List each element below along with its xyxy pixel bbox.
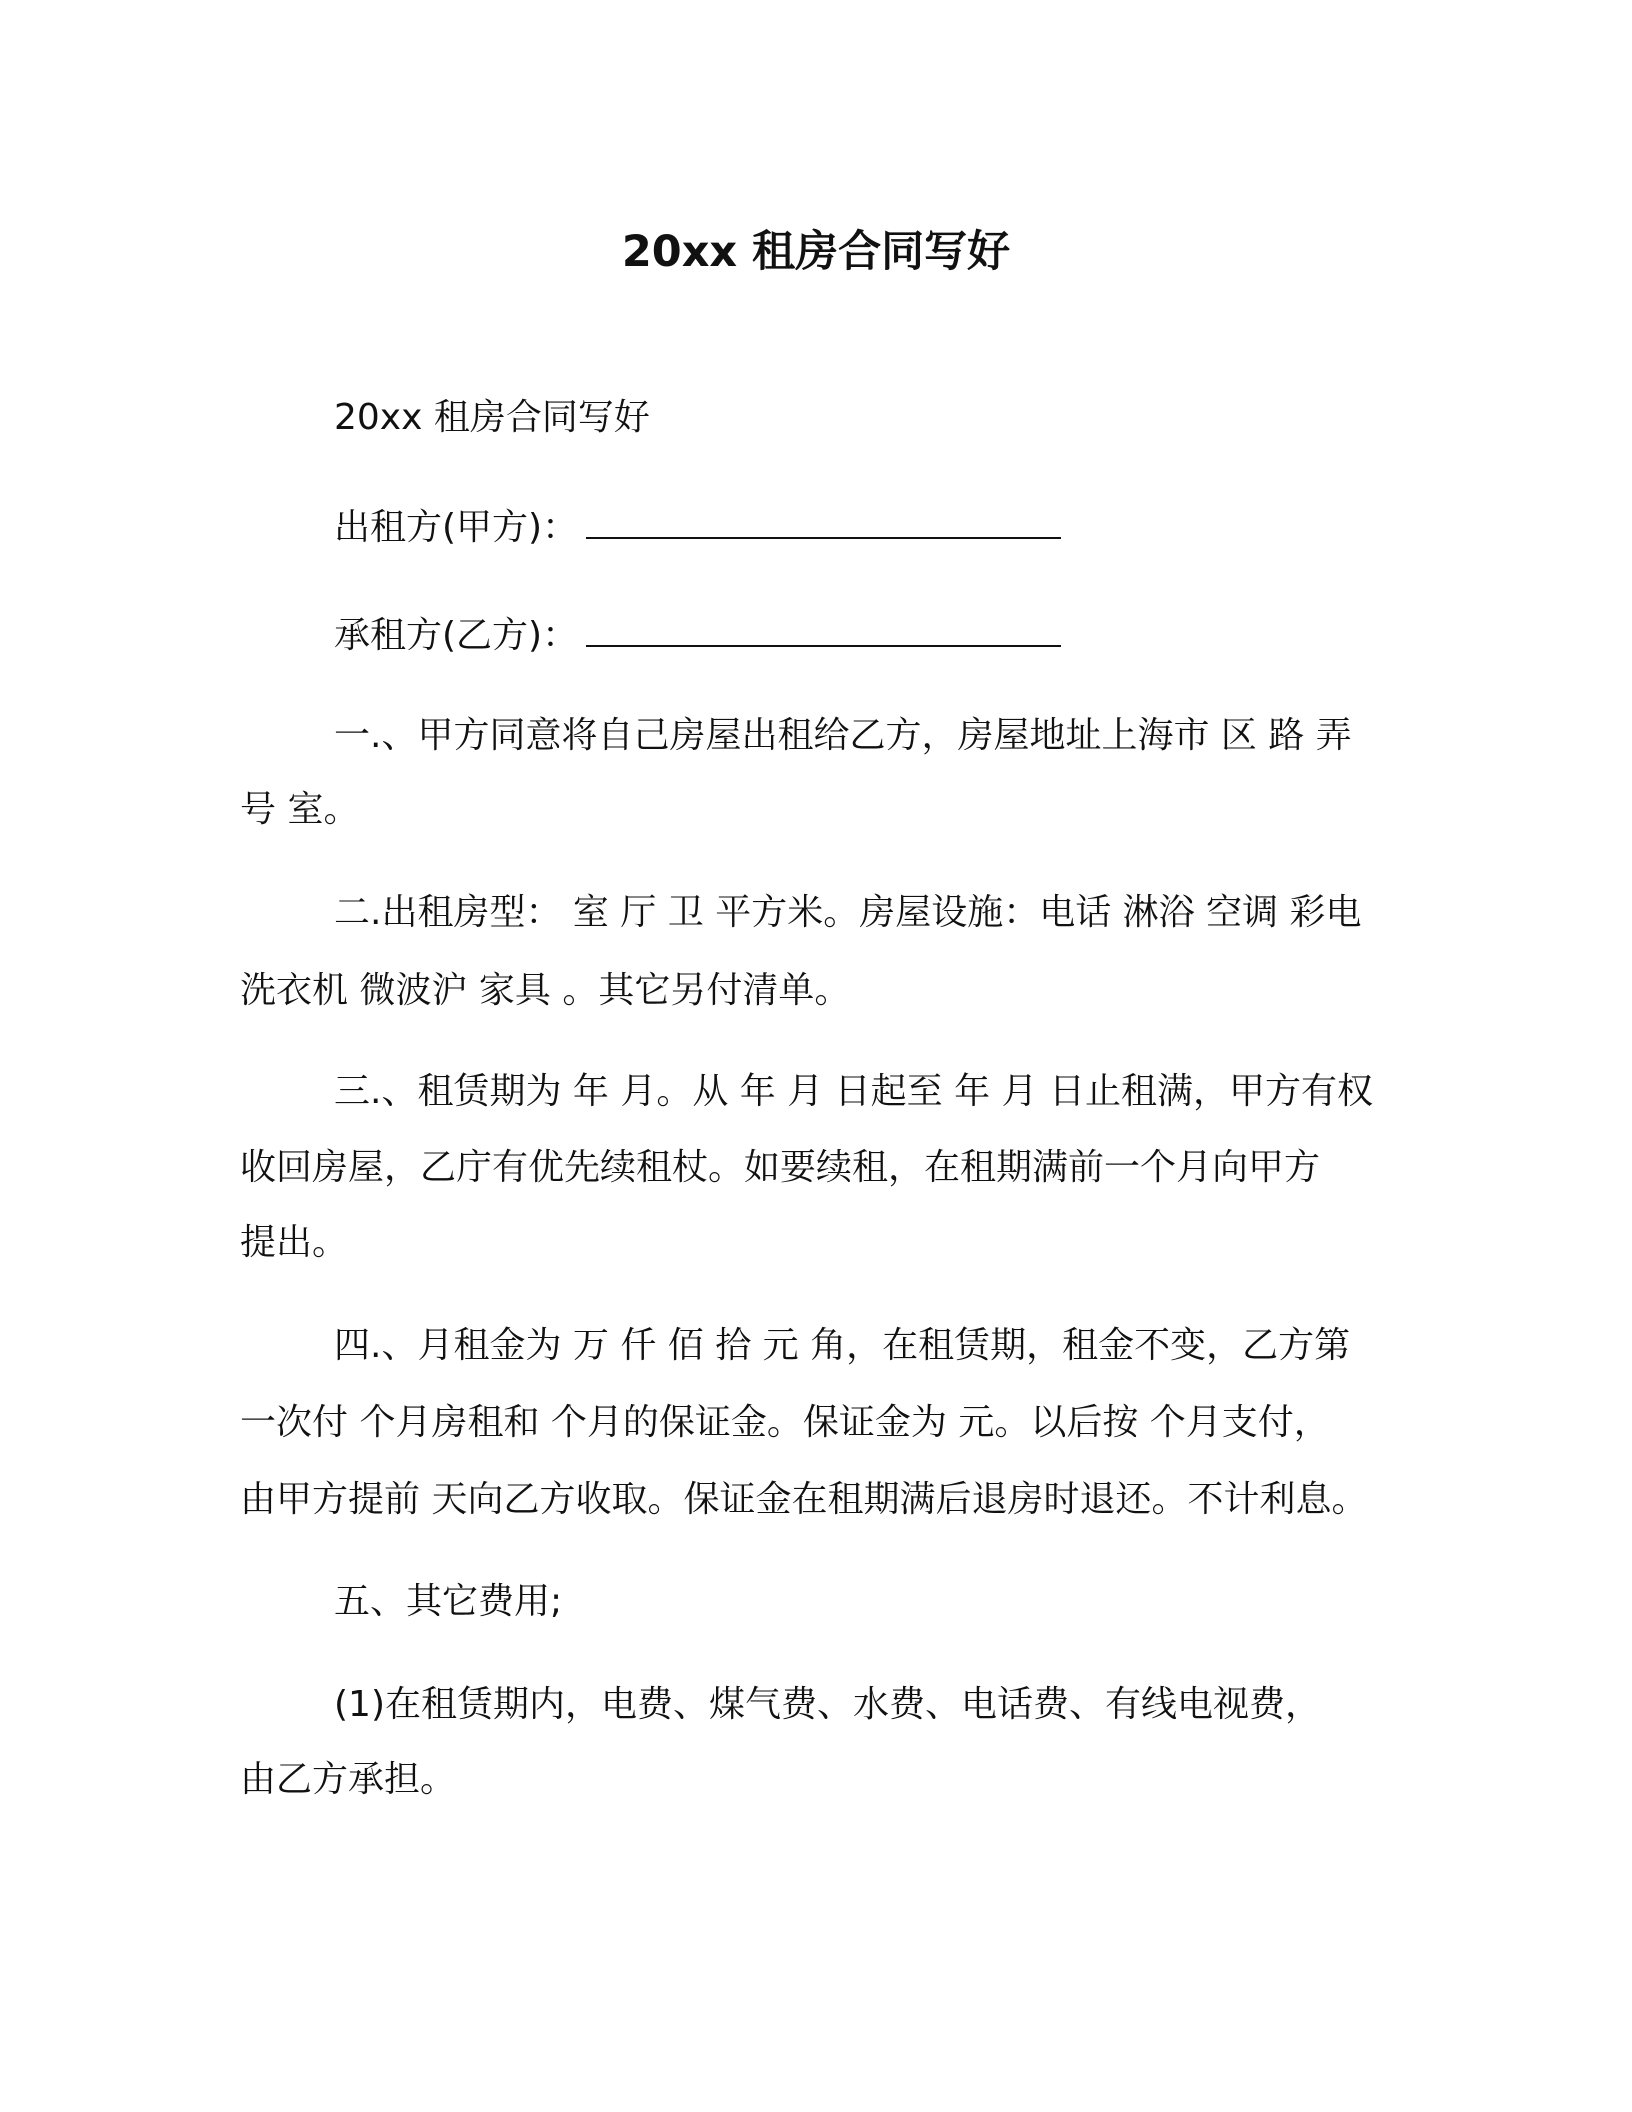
lessor-label: 出租方(甲方)：: [334, 507, 579, 548]
clause-3-line-2: 收回房屋，乙庁有优先续租杖。如要续租，在租期满前一个月向甲方: [240, 1147, 1321, 1188]
clause-4-line-3: 由甲方提前 天向乙方收取。保证金在租期满后退房时退还。不计利息。: [240, 1479, 1368, 1520]
clause-4-line-2: 一次付 个月房租和 个月的保证金。保证金为 元。以后按 个月支付，: [240, 1402, 1330, 1443]
document-title: 20xx 租房合同写好: [621, 227, 1011, 277]
lessor-blank: [586, 507, 1061, 539]
clause-4-line-1: 四.、月租金为 万 仟 佰 拾 元 角，在租赁期，租金不变，乙方第: [334, 1325, 1351, 1366]
lessor-line: [334, 503, 1061, 553]
lessee-line: [334, 611, 1061, 661]
clause-3-line-3: 提出。: [240, 1222, 349, 1263]
clause-5-line-1: 五、其它费用;: [334, 1581, 563, 1622]
lessee-blank: [586, 615, 1061, 647]
clause-1-line-1: 一.、甲方同意将自己房屋出租给乙方，房屋地址上海市 区 路 弄: [334, 715, 1352, 756]
clause-2-line-1: 二.出租房型： 室 厅 卫 平方米。房屋设施：电话 淋浴 空调 彩电: [334, 892, 1362, 933]
lessee-label: 承租方(乙方)：: [334, 615, 579, 656]
clause-6-line-1: (1)在租赁期内，电费、煤气费、水费、电话费、有线电视费，: [334, 1684, 1321, 1725]
clause-1-line-2: 号 室。: [240, 789, 360, 830]
clause-3-line-1: 三.、租赁期为 年 月。从 年 月 日起至 年 月 日止租满，甲方有权: [334, 1071, 1373, 1112]
clause-6-line-2: 由乙方承担。: [240, 1759, 457, 1800]
clause-2-line-2: 洗衣机 微波沪 家具 。其它另付清单。: [240, 970, 851, 1011]
document-subtitle: 20xx 租房合同写好: [334, 397, 650, 438]
